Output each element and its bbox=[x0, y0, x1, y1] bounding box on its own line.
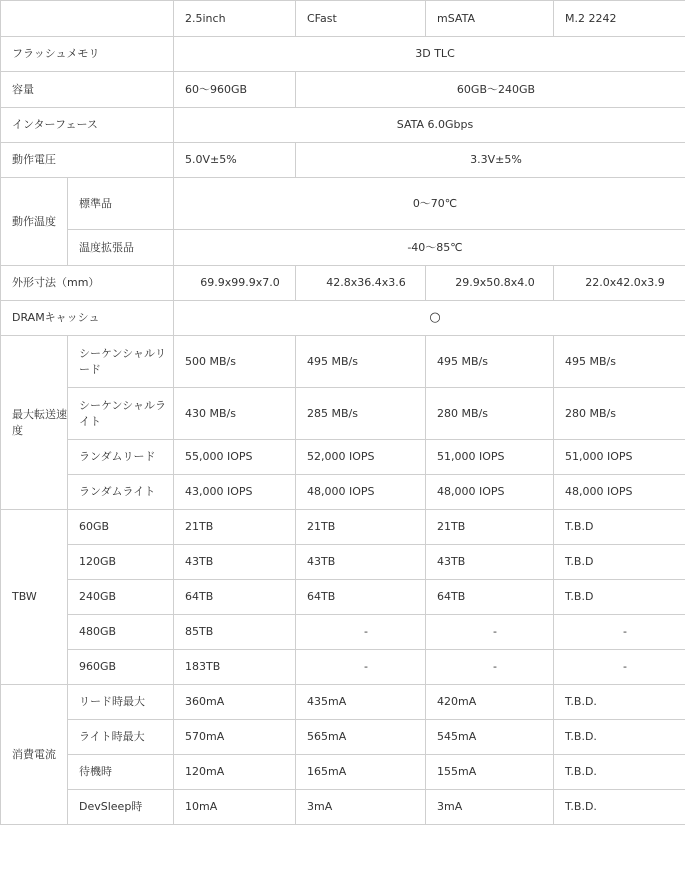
power-row bbox=[1, 720, 685, 755]
temp-extended-label: 温度拡張品 bbox=[68, 230, 174, 266]
temp-label: 動作温度 bbox=[1, 178, 68, 266]
flash-value: 3D TLC bbox=[174, 37, 685, 72]
speed-cell: 495 MB/s bbox=[296, 336, 426, 388]
tbw-cell: 64TB bbox=[174, 580, 296, 615]
speed-cell: 430 MB/s bbox=[174, 388, 296, 440]
speed-cell: 495 MB/s bbox=[554, 336, 685, 388]
header-2-5inch: 2.5inch bbox=[174, 1, 296, 37]
header-m2-2242: M.2 2242 bbox=[554, 1, 685, 37]
tbw-row bbox=[1, 510, 685, 545]
interface-value: SATA 6.0Gbps bbox=[174, 108, 685, 143]
speed-random-read-label: ランダムリード bbox=[68, 440, 174, 475]
tbw-cell: - bbox=[554, 615, 685, 650]
speed-label: 最大転送速度 bbox=[1, 336, 68, 510]
power-cell: 565mA bbox=[296, 720, 426, 755]
dimensions-m2: 22.0x42.0x3.9 bbox=[554, 266, 685, 301]
speed-cell: 52,000 IOPS bbox=[296, 440, 426, 475]
temp-standard-label: 標準品 bbox=[68, 178, 174, 230]
tbw-cell: - bbox=[554, 650, 685, 685]
speed-row bbox=[1, 475, 685, 510]
power-cell: T.B.D. bbox=[554, 720, 685, 755]
speed-row bbox=[1, 388, 685, 440]
tbw-row bbox=[1, 580, 685, 615]
tbw-cell: - bbox=[426, 650, 554, 685]
power-cell: T.B.D. bbox=[554, 685, 685, 720]
dram-value: ○ bbox=[174, 301, 685, 336]
speed-cell: 280 MB/s bbox=[554, 388, 685, 440]
tbw-capacity-label: 480GB bbox=[68, 615, 174, 650]
flash-row bbox=[1, 37, 685, 72]
power-cell: T.B.D. bbox=[554, 755, 685, 790]
temp-extended-value: -40～85℃ bbox=[174, 230, 685, 266]
header-msata: mSATA bbox=[426, 1, 554, 37]
power-cell: 120mA bbox=[174, 755, 296, 790]
speed-cell: 280 MB/s bbox=[426, 388, 554, 440]
power-row bbox=[1, 790, 685, 825]
tbw-capacity-label: 60GB bbox=[68, 510, 174, 545]
power-mode-label: DevSleep時 bbox=[68, 790, 174, 825]
tbw-cell: T.B.D bbox=[554, 510, 685, 545]
tbw-row bbox=[1, 545, 685, 580]
speed-cell: 285 MB/s bbox=[296, 388, 426, 440]
power-cell: 155mA bbox=[426, 755, 554, 790]
flash-label: フラッシュメモリ bbox=[1, 37, 174, 72]
speed-cell: 500 MB/s bbox=[174, 336, 296, 388]
tbw-cell: - bbox=[296, 650, 426, 685]
dram-row bbox=[1, 301, 685, 336]
dimensions-msata: 29.9x50.8x4.0 bbox=[426, 266, 554, 301]
speed-cell: 495 MB/s bbox=[426, 336, 554, 388]
tbw-capacity-label: 120GB bbox=[68, 545, 174, 580]
tbw-row bbox=[1, 650, 685, 685]
power-cell: T.B.D. bbox=[554, 790, 685, 825]
header-cfast: CFast bbox=[296, 1, 426, 37]
tbw-cell: 43TB bbox=[426, 545, 554, 580]
header-row bbox=[1, 1, 685, 37]
tbw-cell: - bbox=[426, 615, 554, 650]
tbw-cell: 21TB bbox=[296, 510, 426, 545]
speed-cell: 48,000 IOPS bbox=[296, 475, 426, 510]
header-blank bbox=[1, 1, 174, 37]
tbw-cell: - bbox=[296, 615, 426, 650]
power-cell: 10mA bbox=[174, 790, 296, 825]
tbw-cell: 43TB bbox=[296, 545, 426, 580]
capacity-2-5inch: 60～960GB bbox=[174, 72, 296, 108]
speed-random-write-label: ランダムライト bbox=[68, 475, 174, 510]
speed-cell: 51,000 IOPS bbox=[426, 440, 554, 475]
power-cell: 420mA bbox=[426, 685, 554, 720]
temp-standard-value: 0～70℃ bbox=[174, 178, 685, 230]
voltage-label: 動作電圧 bbox=[1, 143, 174, 178]
interface-label: インターフェース bbox=[1, 108, 174, 143]
tbw-cell: T.B.D bbox=[554, 545, 685, 580]
capacity-others: 60GB～240GB bbox=[296, 72, 685, 108]
tbw-cell: 183TB bbox=[174, 650, 296, 685]
capacity-row bbox=[1, 72, 685, 108]
tbw-cell: 21TB bbox=[426, 510, 554, 545]
speed-cell: 48,000 IOPS bbox=[426, 475, 554, 510]
tbw-capacity-label: 960GB bbox=[68, 650, 174, 685]
speed-row bbox=[1, 440, 685, 475]
speed-cell: 48,000 IOPS bbox=[554, 475, 685, 510]
power-cell: 3mA bbox=[296, 790, 426, 825]
tbw-cell: 21TB bbox=[174, 510, 296, 545]
power-mode-label: ライト時最大 bbox=[68, 720, 174, 755]
tbw-cell: 85TB bbox=[174, 615, 296, 650]
voltage-row bbox=[1, 143, 685, 178]
speed-cell: 43,000 IOPS bbox=[174, 475, 296, 510]
power-row bbox=[1, 755, 685, 790]
temp-extended-row bbox=[1, 230, 685, 266]
dimensions-label: 外形寸法（mm） bbox=[1, 266, 174, 301]
power-cell: 360mA bbox=[174, 685, 296, 720]
power-cell: 3mA bbox=[426, 790, 554, 825]
capacity-label: 容量 bbox=[1, 72, 174, 108]
tbw-label: TBW bbox=[1, 510, 68, 685]
voltage-2-5inch: 5.0V±5% bbox=[174, 143, 296, 178]
temp-standard-row bbox=[1, 178, 685, 230]
power-mode-label: リード時最大 bbox=[68, 685, 174, 720]
power-cell: 435mA bbox=[296, 685, 426, 720]
tbw-cell: 64TB bbox=[426, 580, 554, 615]
power-cell: 545mA bbox=[426, 720, 554, 755]
dram-label: DRAMキャッシュ bbox=[1, 301, 174, 336]
speed-cell: 55,000 IOPS bbox=[174, 440, 296, 475]
power-cell: 570mA bbox=[174, 720, 296, 755]
tbw-cell: 64TB bbox=[296, 580, 426, 615]
voltage-others: 3.3V±5% bbox=[296, 143, 685, 178]
dimensions-row bbox=[1, 266, 685, 301]
dimensions-2-5inch: 69.9x99.9x7.0 bbox=[174, 266, 296, 301]
power-cell: 165mA bbox=[296, 755, 426, 790]
speed-seq-read-label: シーケンシャルリード bbox=[68, 336, 174, 388]
speed-seq-write-label: シーケンシャルライト bbox=[68, 388, 174, 440]
power-row bbox=[1, 685, 685, 720]
tbw-cell: T.B.D bbox=[554, 580, 685, 615]
dimensions-cfast: 42.8x36.4x3.6 bbox=[296, 266, 426, 301]
speed-row bbox=[1, 336, 685, 388]
interface-row bbox=[1, 108, 685, 143]
tbw-row bbox=[1, 615, 685, 650]
tbw-capacity-label: 240GB bbox=[68, 580, 174, 615]
power-mode-label: 待機時 bbox=[68, 755, 174, 790]
speed-cell: 51,000 IOPS bbox=[554, 440, 685, 475]
power-label: 消費電流 bbox=[1, 685, 68, 825]
tbw-cell: 43TB bbox=[174, 545, 296, 580]
